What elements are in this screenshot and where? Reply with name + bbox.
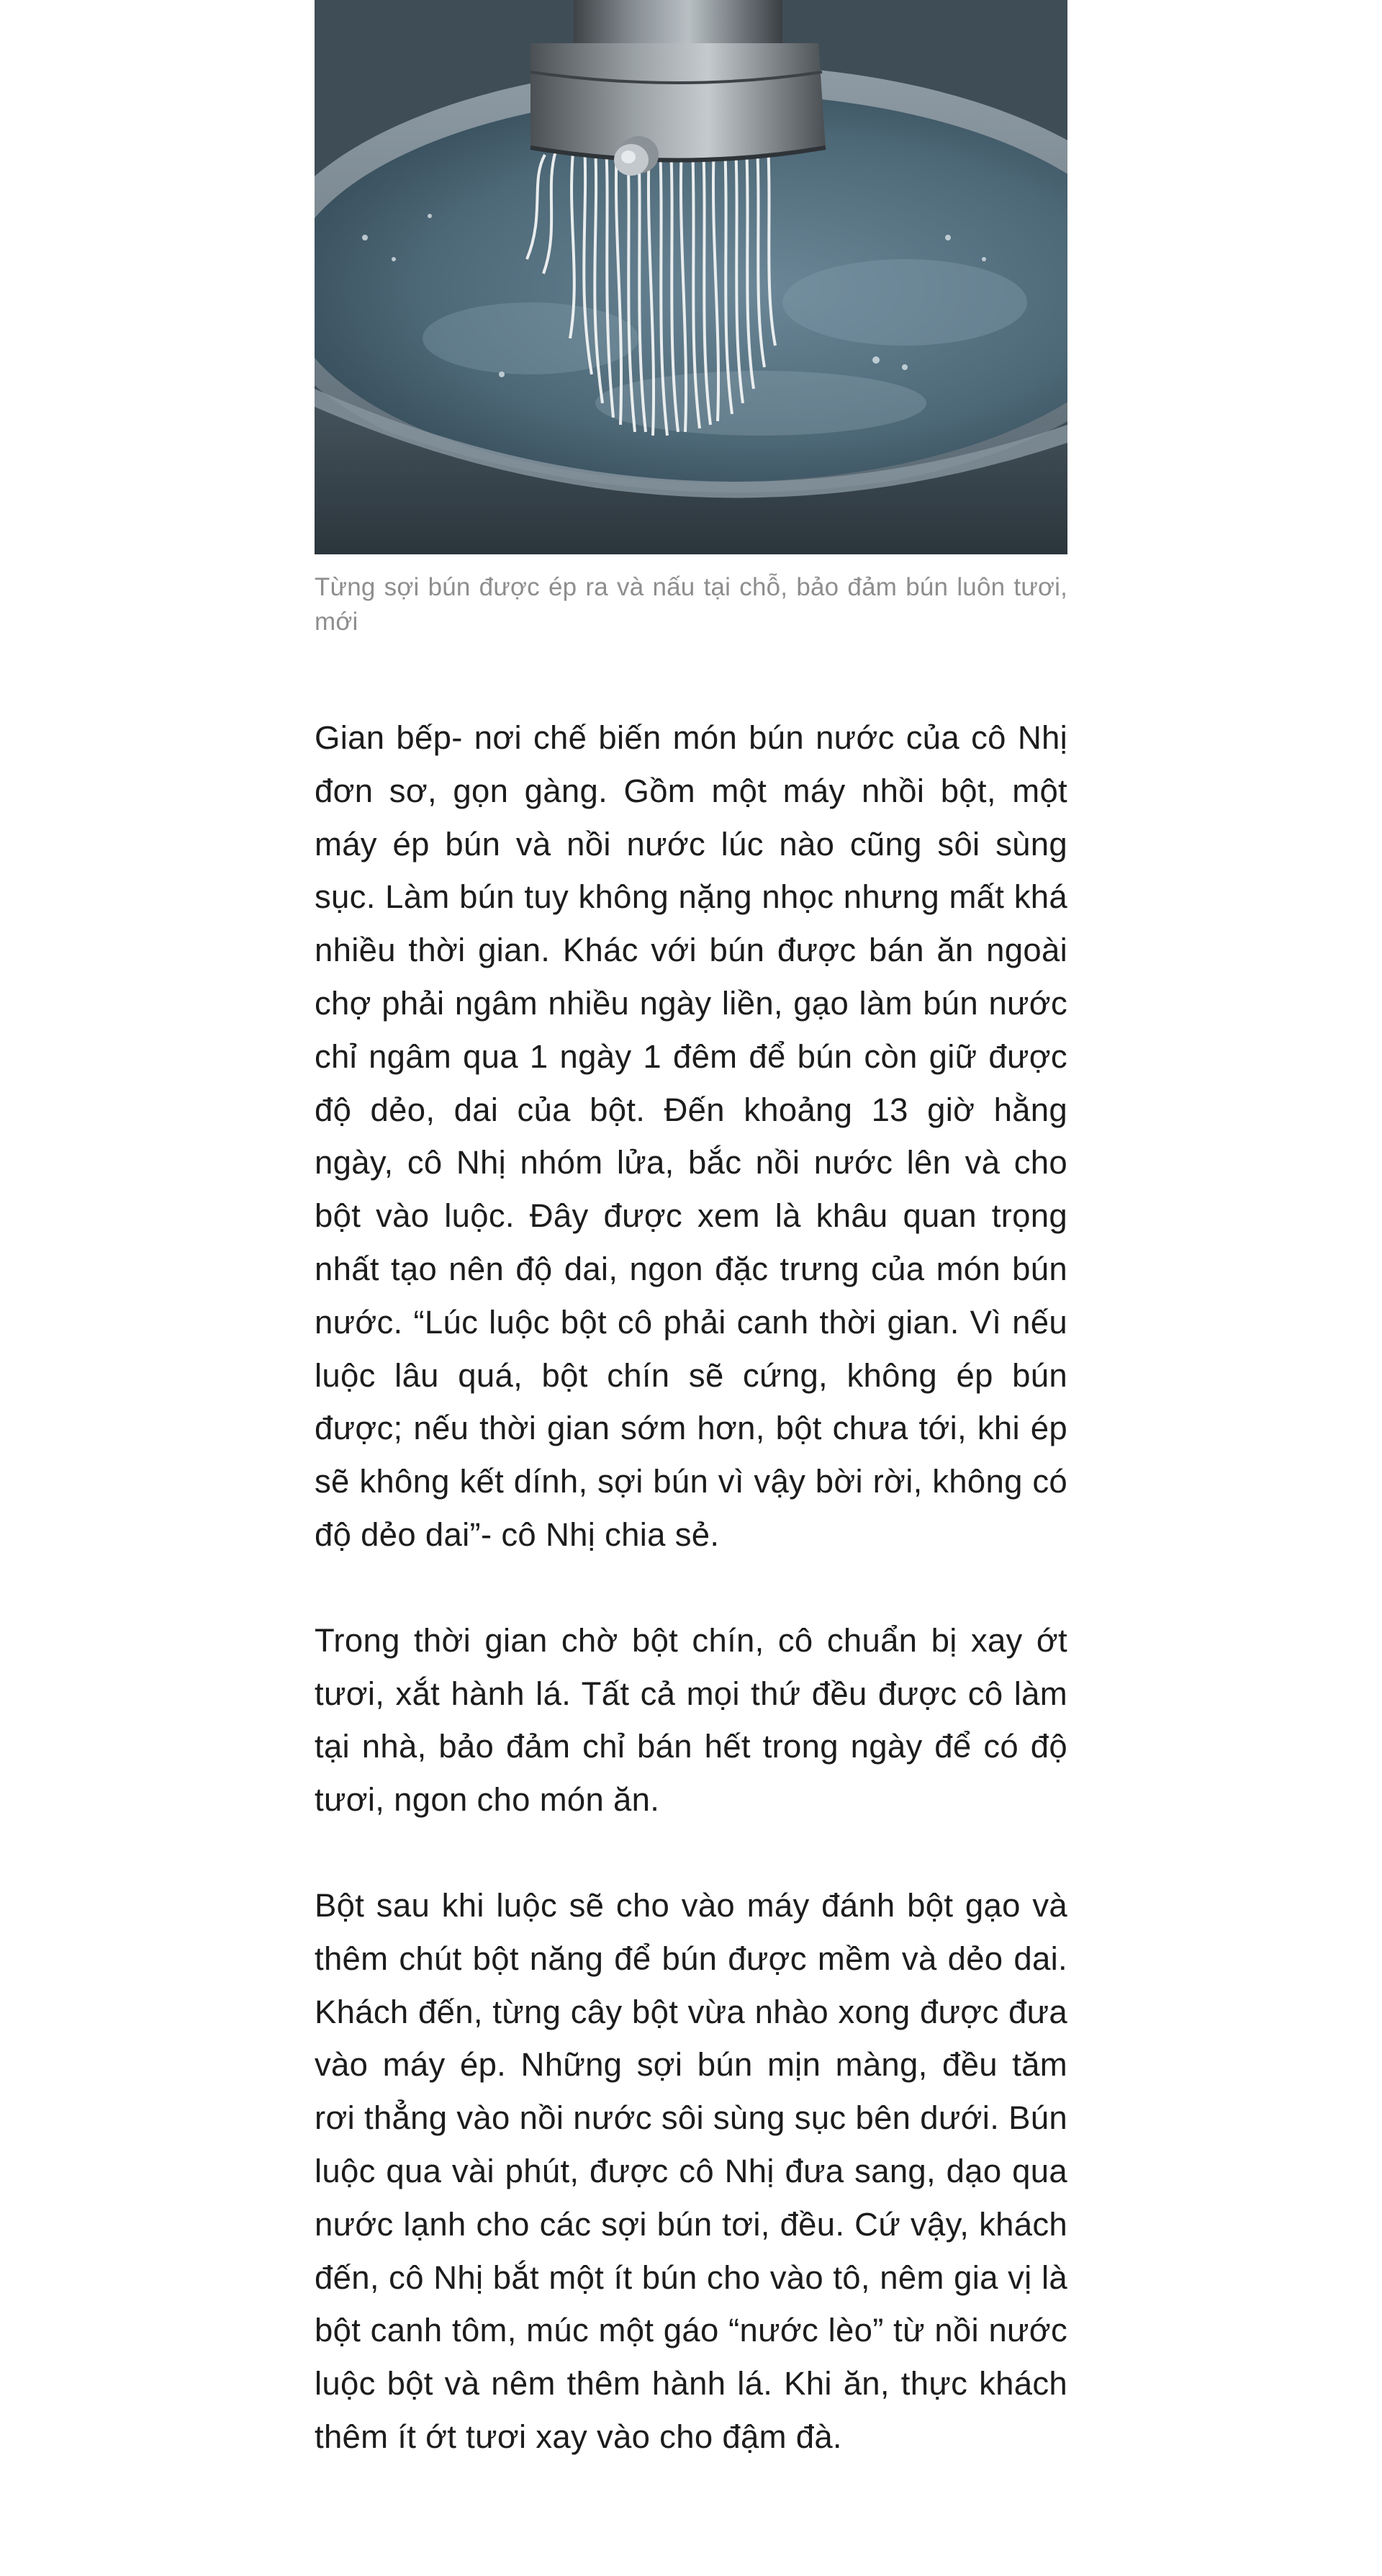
photo-caption: Từng sợi bún được ép ra và nấu tại chỗ, bảo đảm bún luôn tươi, mới bbox=[315, 573, 1067, 636]
article-paragraph: Bột sau khi luộc sẽ cho vào máy đánh bột gạo và thêm chút bột năng để bún được mềm và dẻo dai. Khách đến, từng cây bột vừa nhào xong được đưa vào máy ép. Những sợi bún mịn màng, đều tăm rơi thẳng vào nồi nước sôi sùng sục bên dưới. Bún luộc qua vài phút, được cô Nhị đưa sang, dạo qua nước lạnh cho các sợi bún tơi, đều. Cứ vậy, khách đến, cô Nhị bắt một ít bún cho vào tô, nêm gia vị là bột canh tôm, múc một gáo “nước lèo” từ nồi nước luộc bột và nêm thêm hành lá. Khi ăn, thực khách thêm ít ớt tươi xay vào cho đậm đà. bbox=[315, 1886, 1067, 2455]
article-paragraph: Trong thời gian chờ bột chín, cô chuẩn bị xay ớt tươi, xắt hành lá. Tất cả mọi thứ đều được cô làm tại nhà, bảo đảm chỉ bán hết trong ngày để có độ tươi, ngon cho món ăn. bbox=[315, 1621, 1067, 1819]
article-photo bbox=[315, 0, 1067, 554]
article-body bbox=[315, 0, 1067, 2464]
article-paragraph: Gian bếp- nơi chế biến món bún nước của cô Nhị đơn sơ, gọn gàng. Gồm một máy nhồi bột, một máy ép bún và nồi nước lúc nào cũng sôi sùng sục. Làm bún tuy không nặng nhọc nhưng mất khá nhiều thời gian. Khác với bún được bán ăn ngoài chợ phải ngâm nhiều ngày liền, gạo làm bún nước chỉ ngâm qua 1 ngày 1 đêm để bún còn giữ được độ dẻo, dai của bột. Đến khoảng 13 giờ hằng ngày, cô Nhị nhóm lửa, bắc nồi nước lên và cho bột vào luộc. Đây được xem là khâu quan trọng nhất tạo nên độ dai, ngon đặc trưng của món bún nước. “Lúc luộc bột cô phải canh thời gian. Vì nếu luộc lâu quá, bột chín sẽ cứng, không ép bún được; nếu thời gian sớm hơn, bột chưa tới, khi ép sẽ không kết dính, sợi bún vì vậy bời rời, không có độ dẻo dai”- cô Nhị chia sẻ. bbox=[315, 719, 1067, 1553]
noodle-press-image bbox=[315, 0, 1067, 554]
